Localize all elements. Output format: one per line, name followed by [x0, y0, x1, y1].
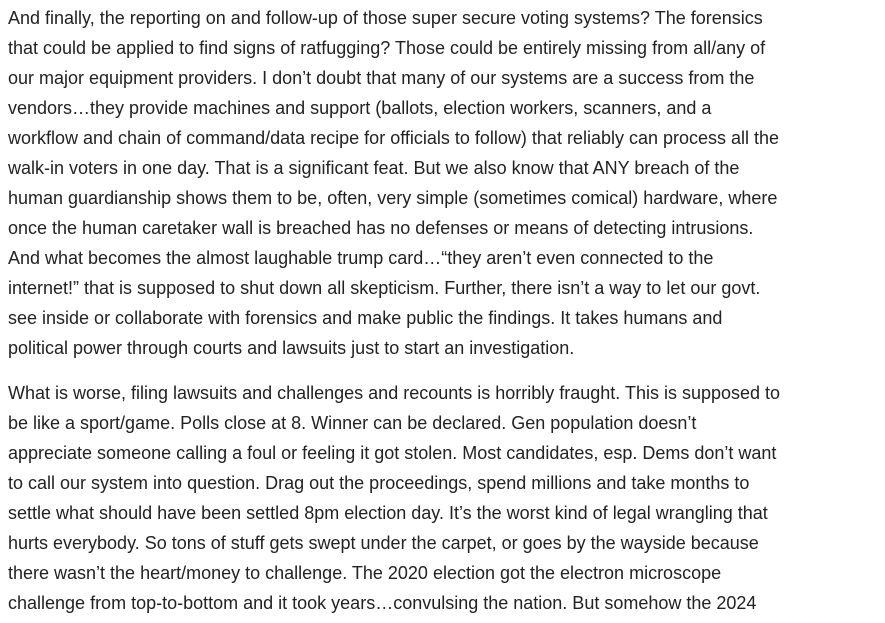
paragraph-line: workflow and chain of command/data recipe for officials to follow) that reliably can process all the	[8, 128, 780, 148]
paragraph-line: And what becomes the almost laughable trump card…“they aren’t even connected to the	[8, 248, 714, 268]
paragraph-line: vendors…they provide machines and support (ballots, election workers, scanners, and a	[8, 98, 712, 118]
paragraph-line: appreciate someone calling a foul or feeling it got stolen. Most candidates, esp. Dems don’t want	[8, 443, 777, 463]
paragraph-line: see inside or collaborate with forensics and make public the findings. It takes humans and	[8, 308, 723, 328]
paragraph-1	[8, 3, 877, 363]
paragraph-line: to call our system into question. Drag out the proceedings, spend millions and take months to	[8, 473, 750, 493]
paragraph-line: once the human caretaker wall is breached has no defenses or means of detecting intrusions.	[8, 218, 754, 238]
paragraph-line: challenge from top-to-bottom and it took years…convulsing the nation. But somehow the 2024	[8, 593, 757, 613]
paragraph-line: settle what should have been settled 8pm election day. It’s the worst kind of legal wrangling that	[8, 503, 768, 523]
paragraph-line: human guardianship shows them to be, often, very simple (sometimes comical) hardware, where	[8, 188, 778, 208]
paragraph-line: be like a sport/game. Polls close at 8. Winner can be declared. Gen population doesn’t	[8, 413, 697, 433]
paragraph-2	[8, 378, 877, 618]
paragraph-line: that could be applied to find signs of ratfugging? Those could be entirely missing from all/any of	[8, 38, 766, 58]
paragraph-line: walk-in voters in one day. That is a significant feat. But we also know that ANY breach of the	[8, 158, 740, 178]
paragraph-line: internet!” that is supposed to shut down all skepticism. Further, there isn’t a way to let our govt.	[8, 278, 761, 298]
paragraph-line: And finally, the reporting on and follow-up of those super secure voting systems? The forensics	[8, 8, 763, 28]
paragraph-line: hurts everybody. So tons of stuff gets swept under the carpet, or goes by the wayside because	[8, 533, 759, 553]
paragraph-line: our major equipment providers. I don’t doubt that many of our systems are a success from the	[8, 68, 755, 88]
paragraph-line: political power through courts and lawsuits just to start an investigation.	[8, 338, 575, 358]
paragraph-line: What is worse, filing lawsuits and challenges and recounts is horribly fraught. This is supposed to	[8, 383, 781, 403]
paragraph-line: there wasn’t the heart/money to challenge. The 2020 election got the electron microscope	[8, 563, 722, 583]
